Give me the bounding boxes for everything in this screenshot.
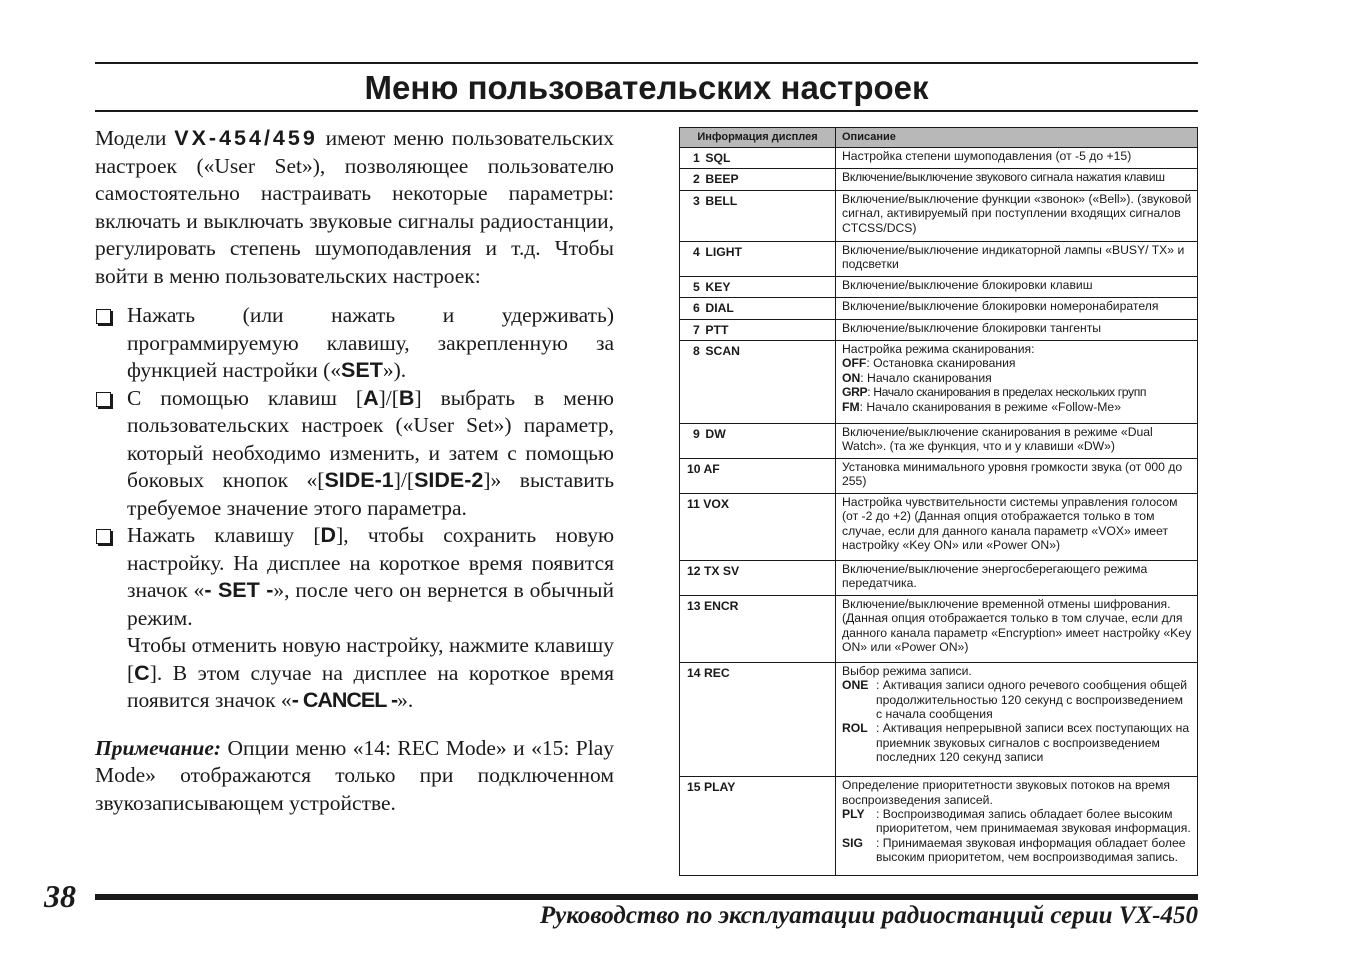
instructions-column <box>95 125 614 817</box>
play-option <box>842 807 1192 836</box>
row-desc: Включение/выключение индикаторной лампы «BUSY/ TX» и подсветки <box>836 241 1198 276</box>
checkbox-bullet-icon <box>96 392 111 407</box>
option-label: FM <box>842 399 860 414</box>
table-row <box>680 595 1197 662</box>
row-key-label: AF <box>703 461 720 476</box>
row-key <box>680 777 836 875</box>
key-a: A <box>363 385 379 410</box>
table-row <box>680 662 1197 777</box>
row-num: 4 <box>693 244 700 259</box>
step-2 <box>95 385 614 523</box>
row-key <box>680 298 836 319</box>
step-3-text-2: ], чтобы сохранить новую настройку. На дисплее на короткое время появится значок « <box>127 523 615 602</box>
row-key-label: REC <box>703 665 730 680</box>
key-b: B <box>398 385 415 410</box>
row-num: 8 <box>693 344 700 358</box>
row-key <box>680 190 836 241</box>
table-row <box>680 493 1197 560</box>
row-desc: Включение/выключение энергосберегающего режима передатчика. <box>836 560 1198 595</box>
cancel-text-2: ]. В этом случае на дисплее на короткое время появится значок « <box>127 660 614 712</box>
row-num: 11 <box>687 496 700 511</box>
row-num: 15 <box>687 780 701 795</box>
row-key-label: BEEP <box>705 172 739 187</box>
table-row <box>680 190 1197 241</box>
row-key <box>680 276 836 297</box>
key-set: SET <box>341 358 383 382</box>
note-text: Опции меню «14: REC Mode» и «15: Play Mode» отображаются только при подключенном звукозаписывающем устройстве. <box>95 735 614 815</box>
option-label: ROL <box>842 721 868 736</box>
row-key-label: DIAL <box>705 301 734 316</box>
option-text: : Начало сканирования в пределах нескольких групп <box>867 385 1147 400</box>
row-num: 6 <box>693 301 700 316</box>
step-2-text-2: ] выбрать в меню пользовательских настроек («User Set») параметр, который необходимо изменить, и затем с помощью боковых кнопок «[ <box>127 385 614 492</box>
row-num: 3 <box>693 193 700 208</box>
table-row <box>680 148 1197 169</box>
row-desc: Включение/выключение функции «звонок» («Bell»). (звуковой сигнал, активируемый при поступлении входящих сигналов CTCSS/DCS) <box>836 190 1198 241</box>
table-row <box>680 341 1197 424</box>
row-key-label: KEY <box>705 279 731 294</box>
note-paragraph <box>95 735 614 818</box>
key-side-2: SIDE-2 <box>414 468 484 492</box>
step-1 <box>95 302 614 385</box>
row-key <box>680 341 836 424</box>
row-num: 12 <box>687 563 701 578</box>
menu-table <box>679 127 1198 876</box>
row-desc: Включение/выключение временной отмены шифрования. (Данная опция отображается только в том случае, если для данного канала параметр «Encryption» имеет настройку «Key ON» или «Power ON») <box>836 595 1198 662</box>
row-desc <box>836 662 1198 777</box>
scan-option <box>842 356 1192 370</box>
option-text: : Начало сканирования <box>860 370 992 385</box>
row-num: 14 <box>687 665 701 680</box>
col-header-description: Описание <box>836 128 1198 148</box>
row-key <box>680 595 836 662</box>
step-1-text-end: »). <box>382 358 407 382</box>
row-key-label: SCAN <box>705 344 740 358</box>
option-label: ON <box>842 370 861 385</box>
row-num: 5 <box>693 279 700 294</box>
intro-paragraph <box>95 125 614 290</box>
model-names: VX-454/459 <box>174 126 318 150</box>
row-desc: Настройка чувствительности системы управления голосом (от -2 до +2) (Данная опция отображается только в том случае, если для данного канала параметр «VOX» имеет настройку «Key ON» или «Power ON») <box>836 493 1198 560</box>
table-row <box>680 560 1197 595</box>
row-key <box>680 662 836 777</box>
table-row <box>680 241 1197 276</box>
row-key <box>680 458 836 493</box>
row-num: 1 <box>693 151 700 165</box>
page-number: 38 <box>44 878 76 914</box>
step-2-text: С помощью клавиш [ <box>127 385 364 410</box>
row-desc-intro: Определение приоритетности звуковых потоков на время воспроизведения записей. <box>842 778 1170 807</box>
rec-option <box>842 721 1192 764</box>
step-3-text-end: », после чего он вернется в обычный режим. <box>127 578 614 630</box>
table-row <box>680 777 1197 875</box>
row-key <box>680 493 836 560</box>
set-display-icon: - SET - <box>204 578 274 602</box>
row-key-label: TX SV <box>703 563 740 578</box>
cancel-text-end: ». <box>397 688 414 712</box>
row-key <box>680 423 836 458</box>
table-row <box>680 458 1197 493</box>
row-key-label: BELL <box>705 193 738 208</box>
row-num: 13 <box>687 598 701 613</box>
row-key <box>680 319 836 340</box>
row-num: 10 <box>687 461 701 476</box>
option-text: : Активация записи одного речевого сообщения общей продолжительностью 120 секунд с воспроизведением с начала сообщения <box>876 678 1188 721</box>
step-2-sep-2: ]/[ <box>393 468 415 492</box>
table-row <box>680 276 1197 297</box>
row-num: 9 <box>693 426 700 441</box>
scan-option <box>842 400 1192 414</box>
row-desc <box>836 341 1198 424</box>
row-num: 2 <box>693 172 700 187</box>
row-key-label: PLAY <box>703 780 736 795</box>
key-c: C <box>134 660 150 685</box>
option-text: : Воспроизводимая запись обладает более высоким приоритетом, чем принимаемая звуковая информация. <box>876 807 1191 836</box>
checkbox-bullet-icon <box>96 309 111 324</box>
option-label: OFF <box>842 356 867 371</box>
step-2-sep: ]/[ <box>378 385 399 410</box>
row-desc: Включение/выключение звукового сигнала нажатия клавиш <box>836 169 1198 190</box>
option-text: : Остановка сканирования <box>866 356 1016 371</box>
table-row <box>680 298 1197 319</box>
row-desc: Включение/выключение блокировки тангенты <box>836 319 1198 340</box>
row-desc: Включение/выключение блокировки клавиш <box>836 276 1198 297</box>
checkbox-bullet-icon <box>96 529 111 544</box>
step-1-text: Нажать (или нажать и удерживать) программируемую клавишу, закрепленную за функцией настройки (« <box>127 303 614 382</box>
option-label: ONE <box>842 678 869 693</box>
option-label: PLY <box>842 807 865 822</box>
row-desc: Установка минимального уровня громкости звука (от 000 до 255) <box>836 458 1198 493</box>
row-desc <box>836 777 1198 875</box>
option-text: : Активация непрерывной записи всех поступающих на приемник звуковых сигналов с воспроизведением последних 120 секунд записи <box>876 721 1190 765</box>
rec-option <box>842 678 1192 721</box>
row-key <box>680 148 836 169</box>
row-key-label: SQL <box>705 151 731 165</box>
intro-text-1: Модели <box>95 126 175 150</box>
col-header-display: Информация дисплея <box>680 128 836 148</box>
play-option <box>842 836 1192 865</box>
table-header-row <box>680 128 1197 148</box>
row-desc-intro: Настройка режима сканирования: <box>842 342 1035 356</box>
page-title: Меню пользовательских настроек <box>364 69 929 106</box>
scan-option <box>842 371 1192 385</box>
row-key-label: ENCR <box>703 598 739 613</box>
option-text: : Принимаемая звуковая информация обладает более высоким приоритетом, чем воспроизводимая запись. <box>876 835 1186 865</box>
table-row <box>680 169 1197 190</box>
step-3 <box>95 522 614 632</box>
key-side-1: SIDE-1 <box>324 468 394 492</box>
scan-option <box>842 385 1192 399</box>
row-key <box>680 241 836 276</box>
row-key-label: VOX <box>703 496 730 511</box>
option-label: GRP <box>842 385 868 400</box>
row-key <box>680 169 836 190</box>
cancel-display-icon: - CANCEL - <box>291 688 398 712</box>
cancel-paragraph <box>95 632 614 715</box>
row-key-label: PTT <box>705 322 729 337</box>
key-d: D <box>320 523 337 547</box>
step-3-text: Нажать клавишу [ <box>127 523 321 547</box>
option-text: : Начало сканирования в режиме «Follow-Me» <box>859 399 1121 414</box>
row-num: 7 <box>693 322 700 337</box>
top-rule <box>95 62 1198 64</box>
intro-text-2: имеют меню пользовательских настроек («User Set»), позволяющее пользователю самостоятельно настраивать некоторые параметры: включать и выключать звуковые сигналы радиостанции, регулировать степень шумоподавления и т.д. Чтобы войти в меню пользовательских настроек: <box>95 126 614 288</box>
row-key-label: LIGHT <box>705 244 742 259</box>
row-desc: Включение/выключение сканирования в режиме «Dual Watch». (та же функция, что и у клавиши «DW») <box>836 423 1198 458</box>
row-desc: Включение/выключение блокировки номеронабирателя <box>836 298 1198 319</box>
row-key <box>680 560 836 595</box>
row-key-label: DW <box>705 426 726 441</box>
table-row <box>680 319 1197 340</box>
footer-title: Руководство по эксплуатации радиостанций серии VX-450 <box>539 902 1198 929</box>
option-label: SIG <box>842 835 863 850</box>
row-desc-intro: Выбор режима записи. <box>842 663 972 678</box>
title-rule <box>95 110 1198 112</box>
step-2-text-end: ]» выставить требуемое значение этого параметра. <box>127 468 615 520</box>
row-desc: Настройка степени шумоподавления (от -5 до +15) <box>836 148 1198 169</box>
note-label: Примечание: <box>95 735 222 760</box>
cancel-text: Чтобы отменить новую настройку, нажмите клавишу [ <box>127 633 614 685</box>
table-row <box>680 423 1197 458</box>
